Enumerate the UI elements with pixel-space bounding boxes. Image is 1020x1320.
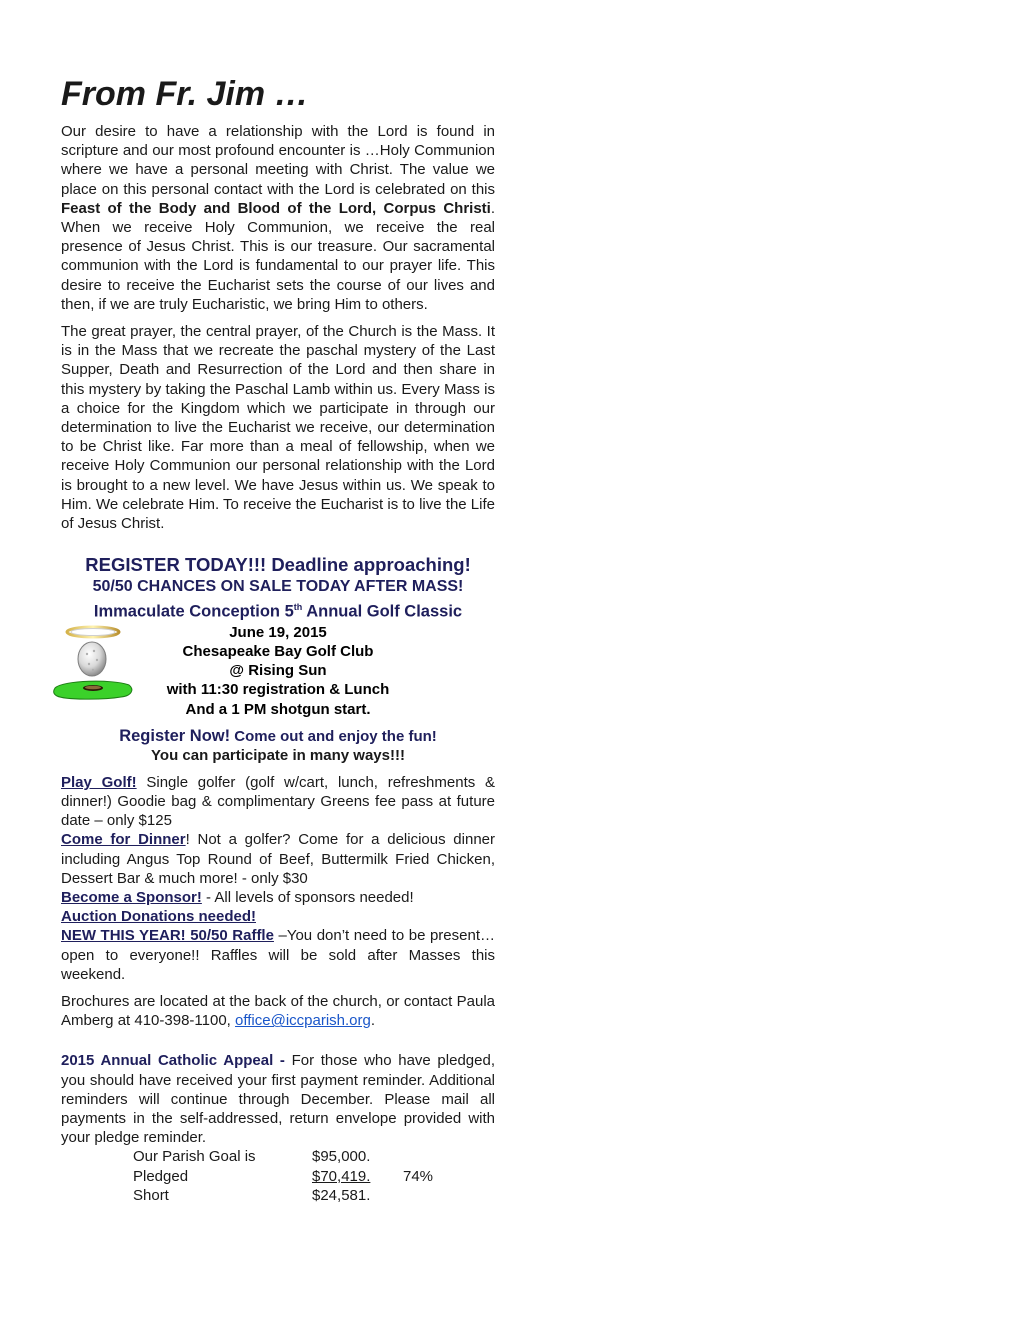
appeal-text: For those who have pledged, you should have received your first payment reminder. Additional reminders will continue through December. Please mail all payments in the self-addressed, return envelope provided with your pledge reminder. — [61, 1052, 495, 1147]
auction-label: Auction Donations needed! — [61, 908, 256, 926]
appeal-label: Pledged — [133, 1167, 189, 1185]
participate-line: You can participate in many ways!!! — [151, 746, 405, 764]
appeal-percent: 74% — [403, 1167, 434, 1185]
table-row — [133, 1186, 433, 1205]
paragraph-1-start: Our desire to have a relationship with the Lord is found in scripture and our most profound encounter is …Holy Communion where we have a personal meeting with Christ. The value we place on this personal contact with the Lord is celebrated on this — [61, 123, 495, 198]
event-date: June 19, 2015 — [229, 623, 327, 641]
classic-sup: th — [293, 602, 303, 613]
article-paragraph-1 — [61, 122, 495, 314]
brochure-period: . — [370, 1012, 376, 1030]
dinner-label: Come for Dinner — [61, 831, 186, 849]
play-golf-text: Single golfer (golf w/cart, lunch, refreshments & dinner!) Goodie bag & complimentary Greens fee pass at future date – only $125 — [61, 773, 496, 830]
table-row — [133, 1147, 433, 1166]
event-location: @ Rising Sun — [229, 662, 327, 680]
play-golf-label: Play Golf! — [61, 773, 137, 791]
appeal-paragraph — [61, 1051, 495, 1147]
sponsor-label: Become a Sponsor! — [61, 889, 202, 906]
raffle-item — [61, 926, 495, 984]
brochure-text: Brochures are located at the back of the church, or contact Paula Amberg at 410-398-1100, — [61, 993, 495, 1030]
appeal-label: Short — [133, 1186, 169, 1204]
chances-heading: 50/50 CHANCES ON SALE TODAY AFTER MASS! — [92, 578, 464, 596]
event-club: Chesapeake Bay Golf Club — [182, 642, 374, 660]
appeal-heading: 2015 Annual Catholic Appeal - — [61, 1052, 292, 1070]
appeal-percent — [403, 1147, 433, 1166]
raffle-label: NEW THIS YEAR! 50/50 Raffle — [61, 927, 274, 945]
event-details — [61, 623, 495, 719]
brochure-paragraph — [61, 992, 495, 1030]
appeal-label: Our Parish Goal is — [133, 1148, 256, 1166]
appeal-percent — [403, 1186, 433, 1205]
play-golf-item — [61, 773, 495, 831]
bulletin-column — [61, 74, 495, 1205]
event-registration: with 11:30 registration & Lunch — [166, 681, 390, 699]
classic-pre: Immaculate Conception 5 — [93, 602, 294, 621]
event-start: And a 1 PM shotgun start. — [185, 700, 371, 718]
appeal-table — [133, 1147, 433, 1205]
paragraph-1-end: . When we receive Holy Communion, we receive the real presence of Jesus Christ. This is our treasure. Our sacramental communion with the Lord is fundamental to our prayer life. This desire to receive the Eucharist sets the course of our lives and then, if we are truly Eucharistic, we bring Him to others. — [61, 199, 495, 313]
appeal-amount: $70,419. — [312, 1167, 371, 1185]
dinner-text: ! Not a golfer? Come for a delicious dinner including Angus Top Round of Beef, Buttermilk Fried Chicken, Dessert Bar & much more! - only $30 — [61, 831, 496, 887]
sponsor-text: - All levels of sponsors needed! — [201, 889, 414, 906]
email-link[interactable]: office@iccparish.org — [235, 1012, 371, 1030]
feast-name: Feast of the Body and Blood of the Lord, Corpus Christi — [61, 199, 491, 217]
auction-item — [61, 907, 495, 926]
register-now: Register Now! — [119, 726, 231, 745]
appeal-amount: $95,000. — [312, 1148, 371, 1166]
table-row — [133, 1167, 433, 1186]
golf-ball-halo-icon — [53, 624, 133, 702]
register-heading: REGISTER TODAY!!! Deadline approaching! — [85, 554, 471, 576]
classic-post: Annual Golf Classic — [302, 602, 463, 621]
golf-classic-heading — [61, 597, 495, 623]
dinner-item — [61, 830, 495, 888]
raffle-text: –You don’t need to be present… open to everyone!! Raffles will be sold after Masses this weekend. — [61, 927, 495, 983]
enjoy-text: Come out and enjoy the fun! — [230, 727, 437, 745]
appeal-amount: $24,581. — [312, 1186, 371, 1204]
article-title: From Fr. Jim … — [61, 75, 309, 113]
sponsor-item — [61, 888, 495, 907]
register-now-line — [61, 727, 495, 746]
article-paragraph-2: The great prayer, the central prayer, of the Church is the Mass. It is in the Mass that we recreate the paschal mystery of the Last Supper, Death and Resurrection of the Lord and then share in this mystery by taking the Paschal Lamb within us. Every Mass is a choice for the Kingdom which we participate in through our determination to live the Eucharist we receive, our determination to be Christ like. Far more than a meal of fellowship, when we receive Holy Communion our personal relationship with the Lord is brought to a new level. We have Jesus within us. We speak to Him. We celebrate Him. To receive the Eucharist is to live the Life of Jesus Christ. — [61, 323, 495, 533]
